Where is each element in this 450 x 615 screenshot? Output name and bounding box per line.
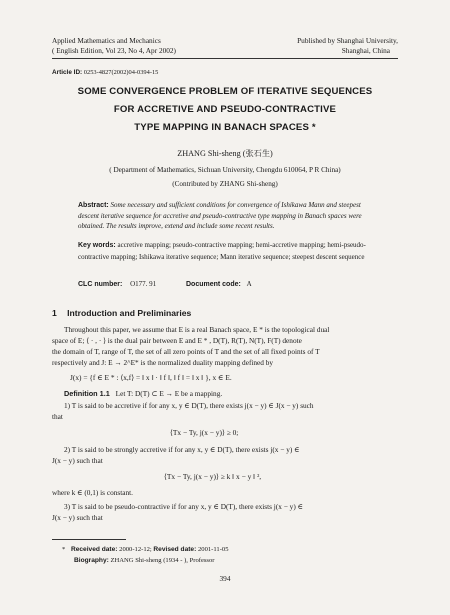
author: ZHANG Shi-sheng (张石生) (177, 149, 273, 158)
body-line: that (52, 412, 63, 421)
title-line-2: FOR ACCRETIVE AND PSEUDO-CONTRACTIVE (113, 104, 337, 115)
abstract-text: Some necessary and sufficient conditions for convergence of Ishikawa Mann and steepest descent iterative sequence for accretive and pseudo-contractive type mapping in Banach spaces were obtained. The results improve, extend and include some recent results. (78, 201, 362, 230)
abstract (78, 200, 372, 231)
equation-duality-mapping: J(x) = {f ∈ E * : ⟨x,f⟩ = ‖ x ‖ · ‖ f ‖, ‖ f ‖ = ‖ x ‖ }, x ∈ E. (70, 373, 232, 382)
document-code-value: A (246, 280, 252, 288)
article-id-value: 0253-4827(2002)04-0394-15 (83, 69, 159, 76)
equation-strongly-accretive: ⟨Tx − Ty, j(x − y)⟩ ≥ k ‖ x − y ‖ ², (164, 472, 262, 481)
document-code (186, 279, 252, 291)
body-line: 1) T is said to be accretive if for any x, y ∈ D(T), there exists j(x − y) ∈ J(x − y) such (64, 401, 314, 410)
body-line: Throughout this paper, we assume that E is a real Banach space, E * is the topological dual (64, 325, 330, 334)
publisher-location: Shanghai, China (341, 45, 390, 55)
body-line: 2) T is said to be strongly accretive if for any x, y ∈ D(T), there exists j(x − y) ∈ (64, 445, 300, 454)
section-number: 1 (52, 308, 57, 318)
article-id-label: Article ID: (52, 69, 83, 76)
contributed-by: (Contributed by ZHANG Shi-sheng) (172, 180, 278, 188)
received-date: 2000-12-12; (119, 546, 152, 553)
footnote-rule (52, 539, 126, 540)
header-rule (52, 58, 398, 59)
page-number: 394 (219, 574, 231, 583)
clc-value: O177. 91 (130, 280, 157, 288)
equation-accretive: ⟨Tx − Ty, j(x − y)⟩ ≥ 0; (170, 428, 239, 437)
body-line: 3) T is said to be pseudo-contractive if for any x, y ∈ D(T), there exists j(x − y) ∈ (64, 502, 303, 511)
body-line: J(x − y) such that (52, 513, 103, 522)
footnote-dates (62, 546, 229, 553)
title-line-3: TYPE MAPPING IN BANACH SPACES * (134, 122, 316, 133)
body-line: space of E; ⟨ · , · ⟩ is the dual pair between E and E * , D(T), R(T), N(T), F(T) denote (52, 336, 302, 345)
definition-label: Definition 1.1 (64, 389, 110, 398)
journal-volume: ( English Edition, Vol 23, No 4, Apr 2002) (52, 45, 176, 55)
clc-label: CLC number: (78, 281, 123, 288)
body-line: J(x − y) such that (52, 456, 103, 465)
document-code-label: Document code: (186, 281, 241, 288)
definition (64, 389, 222, 399)
abstract-label: Abstract: (78, 202, 109, 209)
section-title: Introduction and Preliminaries (67, 308, 192, 318)
footnote-marker: * (62, 546, 66, 553)
publisher: Published by Shanghai University, (297, 36, 398, 45)
title-line-1: SOME CONVERGENCE PROBLEM OF ITERATIVE SEQUENCES (77, 86, 373, 97)
keywords-text: accretive mapping; pseudo-contractive mapping; hemi-accretive mapping; hemi-pseudo-contractive mapping; Ishikawa iterative sequence; Mann iterative sequence; steepest descent sequence (78, 241, 366, 261)
body-line: where k ∈ (0,1) is constant. (52, 488, 133, 497)
body-line: the domain of T, range of T, the set of all zero points of T and the set of all fixed points of T (52, 347, 320, 356)
section-heading (52, 308, 191, 318)
revised-label: Revised date: (153, 546, 197, 553)
footnote-biography (74, 557, 215, 564)
biography-label: Biography: (74, 557, 109, 564)
clc-number (78, 279, 156, 291)
keywords (78, 240, 372, 262)
article-id (52, 69, 158, 76)
received-label: Received date: (70, 546, 118, 553)
definition-text: Let T: D(T) ⊂ E → E be a mapping. (115, 389, 223, 398)
journal-name: Applied Mathematics and Mechanics (52, 36, 161, 45)
keywords-label: Key words: (78, 242, 116, 249)
body-line: respectively and J: E → 2^E* is the normalized duality mapping defined by (52, 358, 274, 367)
biography-text: ZHANG Shi-sheng (1934 - ), Professor (110, 557, 215, 564)
revised-date: 2001-11-05 (197, 546, 229, 553)
affiliation: ( Department of Mathematics, Sichuan University, Chengdu 610064, P R China) (109, 166, 341, 174)
